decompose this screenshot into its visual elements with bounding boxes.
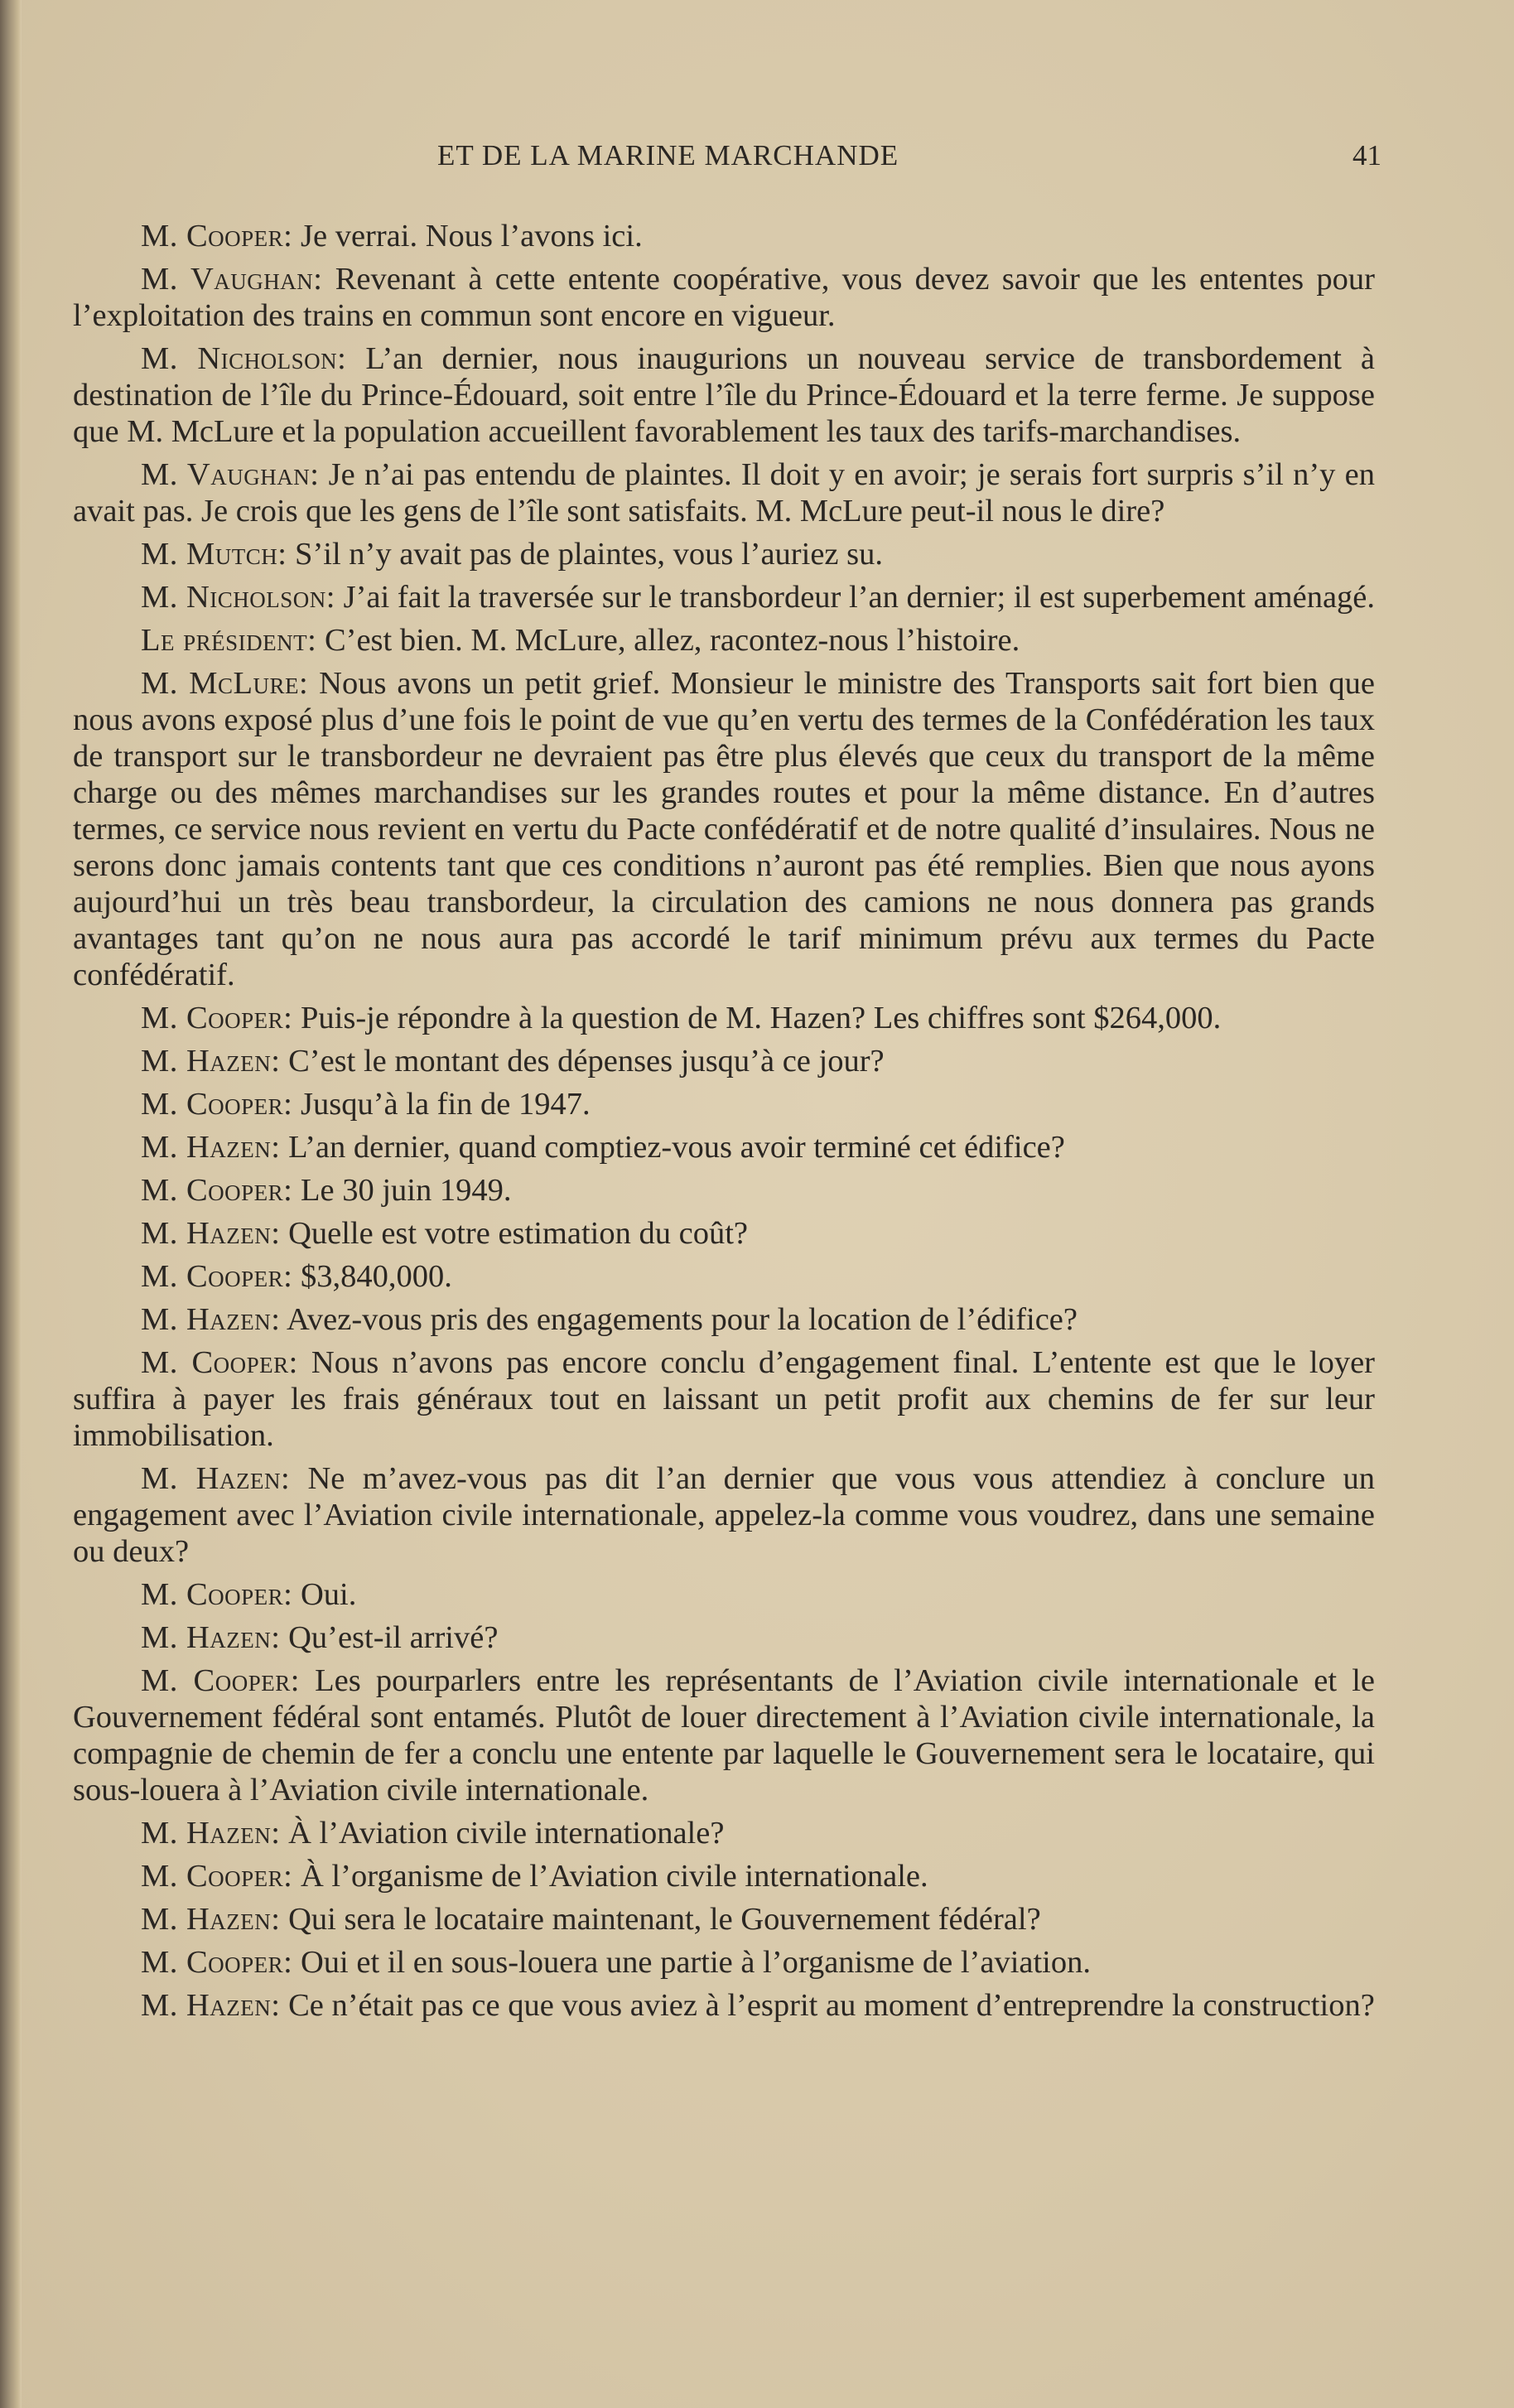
paragraph-text: Quelle est votre estimation du coût? <box>280 1216 748 1251</box>
speaker-label: M. Cooper: <box>141 1345 298 1380</box>
speaker-label: M. Cooper: <box>141 1859 293 1894</box>
paragraph <box>73 1619 1375 1656</box>
paragraph-text: Nous avons un petit grief. Monsieur le ministre des Transports sait fort bien que nous avons exposé plus d’une fois le point de vue qu’en vertu des termes de la Confédération les taux de transport sur le transbordeur ne devraient pas être plus élevés que ceux du transport de la même charge ou des mêmes marchandises sur les grandes routes et pour la même distance. En d’autres termes, ce service nous revient en vertu du Pacte confédératif et de notre qualité d’insulaires. Nous ne serons donc jamais contents tant que ces conditions n’auront pas été remplies. Bien que nous ayons aujourd’hui un très beau transbordeur, la circulation des camions ne nous donnera pas grands avantages tant qu’on ne nous aura pas accordé le tarif minimum prévu aux termes du Pacte confédératif. <box>73 666 1375 992</box>
speaker-label: M. Hazen: <box>141 1044 281 1079</box>
paragraph-text: Nous n’avons pas encore conclu d’engagement final. L’entente est que le loyer suffira à payer les frais généraux tout en laissant un petit profit aux chemins de fer sur leur immobilisation. <box>73 1345 1375 1453</box>
paragraph <box>73 1662 1375 1808</box>
paragraph-text: Ce n’était pas ce que vous aviez à l’esprit au moment d’entreprendre la construction? <box>280 1988 1375 2023</box>
paragraph-text: L’an dernier, nous inaugurions un nouveau service de transbordement à destination de l’île du Prince-Édouard, soit entre l’île du Prince-Édouard et la terre ferme. Je suppose que M. McLure et la population accueillent favorablement les taux des tarifs-marchandises. <box>73 341 1375 449</box>
paragraph-text: Qui sera le locataire maintenant, le Gouvernement fédéral? <box>280 1902 1041 1937</box>
paragraph <box>73 1258 1375 1295</box>
page-number: 41 <box>1352 139 1381 171</box>
paragraph <box>73 665 1375 993</box>
paragraph <box>73 536 1375 572</box>
paragraph <box>73 1944 1375 1981</box>
speaker-label: M. Hazen: <box>141 1302 281 1337</box>
speaker-label: M. Vaughan: <box>141 262 323 297</box>
paragraph <box>73 1215 1375 1252</box>
speaker-label: M. Cooper: <box>141 1259 293 1294</box>
page-header <box>73 139 1381 181</box>
speaker-label: M. Hazen: <box>141 1816 281 1851</box>
paragraph <box>73 456 1375 529</box>
speaker-label: M. Cooper: <box>141 1001 293 1035</box>
speaker-label: M. Hazen: <box>141 1461 291 1496</box>
paragraph <box>73 1000 1375 1036</box>
paragraph <box>73 1901 1375 1937</box>
paragraph-text: Oui. <box>292 1577 357 1612</box>
paragraph <box>73 1129 1375 1165</box>
paragraph-text: Les pourparlers entre les représentants de l’Aviation civile internationale et le Gouvernement fédéral sont entamés. Plutôt de louer directement à l’Aviation civile internationale, la compagnie de chemin de fer a conclu une entente par laquelle le Gouvernement sera le locataire, qui sous-louera à l’Aviation civile internationale. <box>73 1663 1375 1807</box>
binding-edge <box>0 0 22 2408</box>
paragraph-text: Puis-je répondre à la question de M. Hazen? Les chiffres sont $264,000. <box>292 1001 1222 1035</box>
paragraph <box>73 1460 1375 1570</box>
paragraph-text: Je n’ai pas entendu de plaintes. Il doit y en avoir; je serais fort surpris s’il n’y en avait pas. Je crois que les gens de l’île sont satisfaits. M. McLure peut-il nous le dire? <box>73 457 1376 528</box>
paragraph <box>73 1576 1375 1613</box>
paragraph-text: Revenant à cette entente coopérative, vous devez savoir que les ententes pour l’exploitation des trains en commun sont encore en vigueur. <box>73 262 1376 333</box>
paragraph <box>73 1086 1375 1122</box>
paragraph-text: Ne m’avez-vous pas dit l’an dernier que vous vous attendiez à conclure un engagement avec l’Aviation civile internationale, appelez-la comme vous voudrez, dans une semaine ou deux? <box>73 1461 1375 1569</box>
paragraph-text: À l’organisme de l’Aviation civile internationale. <box>292 1859 928 1894</box>
speaker-label: M. McLure: <box>141 666 309 701</box>
paragraph <box>73 1815 1375 1851</box>
paragraph <box>73 622 1375 659</box>
paragraph <box>73 1344 1375 1454</box>
paragraph <box>73 1301 1375 1338</box>
speaker-label: M. Mutch: <box>141 537 287 572</box>
speaker-label: M. Nicholson: <box>141 580 335 615</box>
speaker-label: M. Hazen: <box>141 1130 281 1165</box>
paragraph-text: Avez-vous pris des engagements pour la location de l’édifice? <box>280 1302 1078 1337</box>
speaker-label: M. Hazen: <box>141 1902 281 1937</box>
paragraph-text: Oui et il en sous-louera une partie à l’organisme de l’aviation. <box>292 1945 1092 1980</box>
paragraph <box>73 261 1375 334</box>
paragraph-text: J’ai fait la traversée sur le transbordeur l’an dernier; il est superbement aménagé. <box>335 580 1375 615</box>
speaker-label: M. Cooper: <box>141 219 293 253</box>
speaker-label: M. Cooper: <box>141 1945 293 1980</box>
paragraph <box>73 579 1375 615</box>
speaker-label: M. Cooper: <box>141 1087 293 1122</box>
paragraph <box>73 218 1375 254</box>
speaker-label: M. Cooper: <box>141 1577 293 1612</box>
paragraph <box>73 340 1375 450</box>
speaker-label: M. Vaughan: <box>141 457 320 492</box>
paragraph-text: Je verrai. Nous l’avons ici. <box>292 219 643 253</box>
paragraph-text: À l’Aviation civile internationale? <box>280 1816 725 1851</box>
paragraph-text: $3,840,000. <box>292 1259 452 1294</box>
speaker-label: M. Hazen: <box>141 1988 281 2023</box>
paragraph-text: C’est bien. M. McLure, allez, racontez-nous l’histoire. <box>316 623 1020 658</box>
speaker-label: M. Cooper: <box>141 1173 293 1208</box>
speaker-label: M. Nicholson: <box>141 341 347 376</box>
paragraph-text: Jusqu’à la fin de 1947. <box>292 1087 591 1122</box>
paragraph <box>73 1987 1375 2024</box>
speaker-label: Le président: <box>141 623 317 658</box>
paragraph <box>73 1858 1375 1894</box>
running-head: ET DE LA MARINE MARCHANDE <box>437 139 899 171</box>
paragraph-text: S’il n’y avait pas de plaintes, vous l’auriez su. <box>287 537 883 572</box>
speaker-label: M. Hazen: <box>141 1216 281 1251</box>
transcript-body <box>73 218 1375 2030</box>
speaker-label: M. Hazen: <box>141 1620 281 1655</box>
speaker-label: M. Cooper: <box>141 1663 300 1698</box>
paragraph <box>73 1172 1375 1209</box>
paragraph <box>73 1043 1375 1079</box>
paragraph-text: Le 30 juin 1949. <box>292 1173 512 1208</box>
paragraph-text: L’an dernier, quand comptiez-vous avoir terminé cet édifice? <box>280 1130 1065 1165</box>
paragraph-text: Qu’est-il arrivé? <box>280 1620 499 1655</box>
paragraph-text: C’est le montant des dépenses jusqu’à ce jour? <box>280 1044 885 1079</box>
